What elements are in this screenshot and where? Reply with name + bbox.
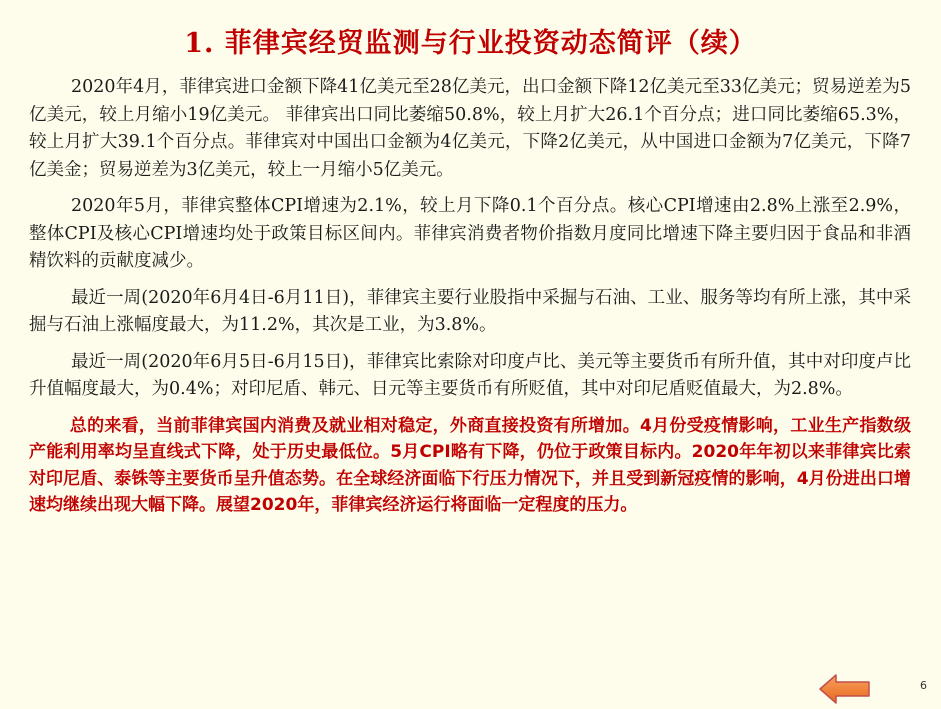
slide-title: 1. 菲律宾经贸监测与行业投资动态简评（续）: [184, 28, 757, 59]
paragraph-trade: 2020年4月，菲律宾进口金额下降41亿美元至28亿美元，出口金额下降12亿美元至33亿美元；贸易逆差为5亿美元，较上月缩小19亿美元。 菲律宾出口同比萎缩50.8%，较上月扩大26.1个百分点；进口同比萎缩65.3%，较上月扩大39.1个百分点。菲律宾对中国出口金额为4亿美元，下降2亿美元，从中国进口金额为7亿美元，下降7亿美金；贸易逆差为3亿美元，较上一月缩小5亿美元。: [29, 77, 911, 180]
summary-paragraph: 总的来看，当前菲律宾国内消费及就业相对稳定，外商直接投资有所增加。4月份受疫情影响，工业生产指数级产能利用率均呈直线式下降，处于历史最低位。5月CPI略有下降，仍位于政策目标内。2020年年初以来菲律宾比索对印尼盾、泰铢等主要货币呈升值态势。在全球经济面临下行压力情况下，并且受到新冠疫情的影响，4月份进出口增速均继续出现大幅下降。展望2020年，菲律宾经济运行将面临一定程度的压力。: [29, 415, 911, 515]
page-number: 6: [920, 679, 927, 692]
paragraph-stock-index: 最近一周(2020年6月4日-6月11日)，菲律宾主要行业股指中采掘与石油、工业、服务等均有所上涨，其中采掘与石油上涨幅度最大，为11.2%，其次是工业，为3.8%。: [29, 287, 911, 335]
back-button[interactable]: [818, 673, 872, 705]
paragraph-currency: 最近一周(2020年6月5日-6月15日)，菲律宾比索除对印度卢比、美元等主要货币有所升值，其中对印度卢比升值幅度最大，为0.4%；对印尼盾、韩元、日元等主要货币有所贬值，其中对印尼盾贬值最大，为2.8%。: [29, 351, 911, 399]
slide-content: [29, 74, 911, 519]
left-arrow-icon: [818, 673, 872, 705]
paragraph-cpi: 2020年5月，菲律宾整体CPI增速为2.1%，较上月下降0.1个百分点。核心CPI增速由2.8%上涨至2.9%，整体CPI及核心CPI增速均处于政策目标区间内。菲律宾消费者物价指数月度同比增速下降主要归因于食品和非酒精饮料的贡献度减少。: [29, 196, 911, 271]
